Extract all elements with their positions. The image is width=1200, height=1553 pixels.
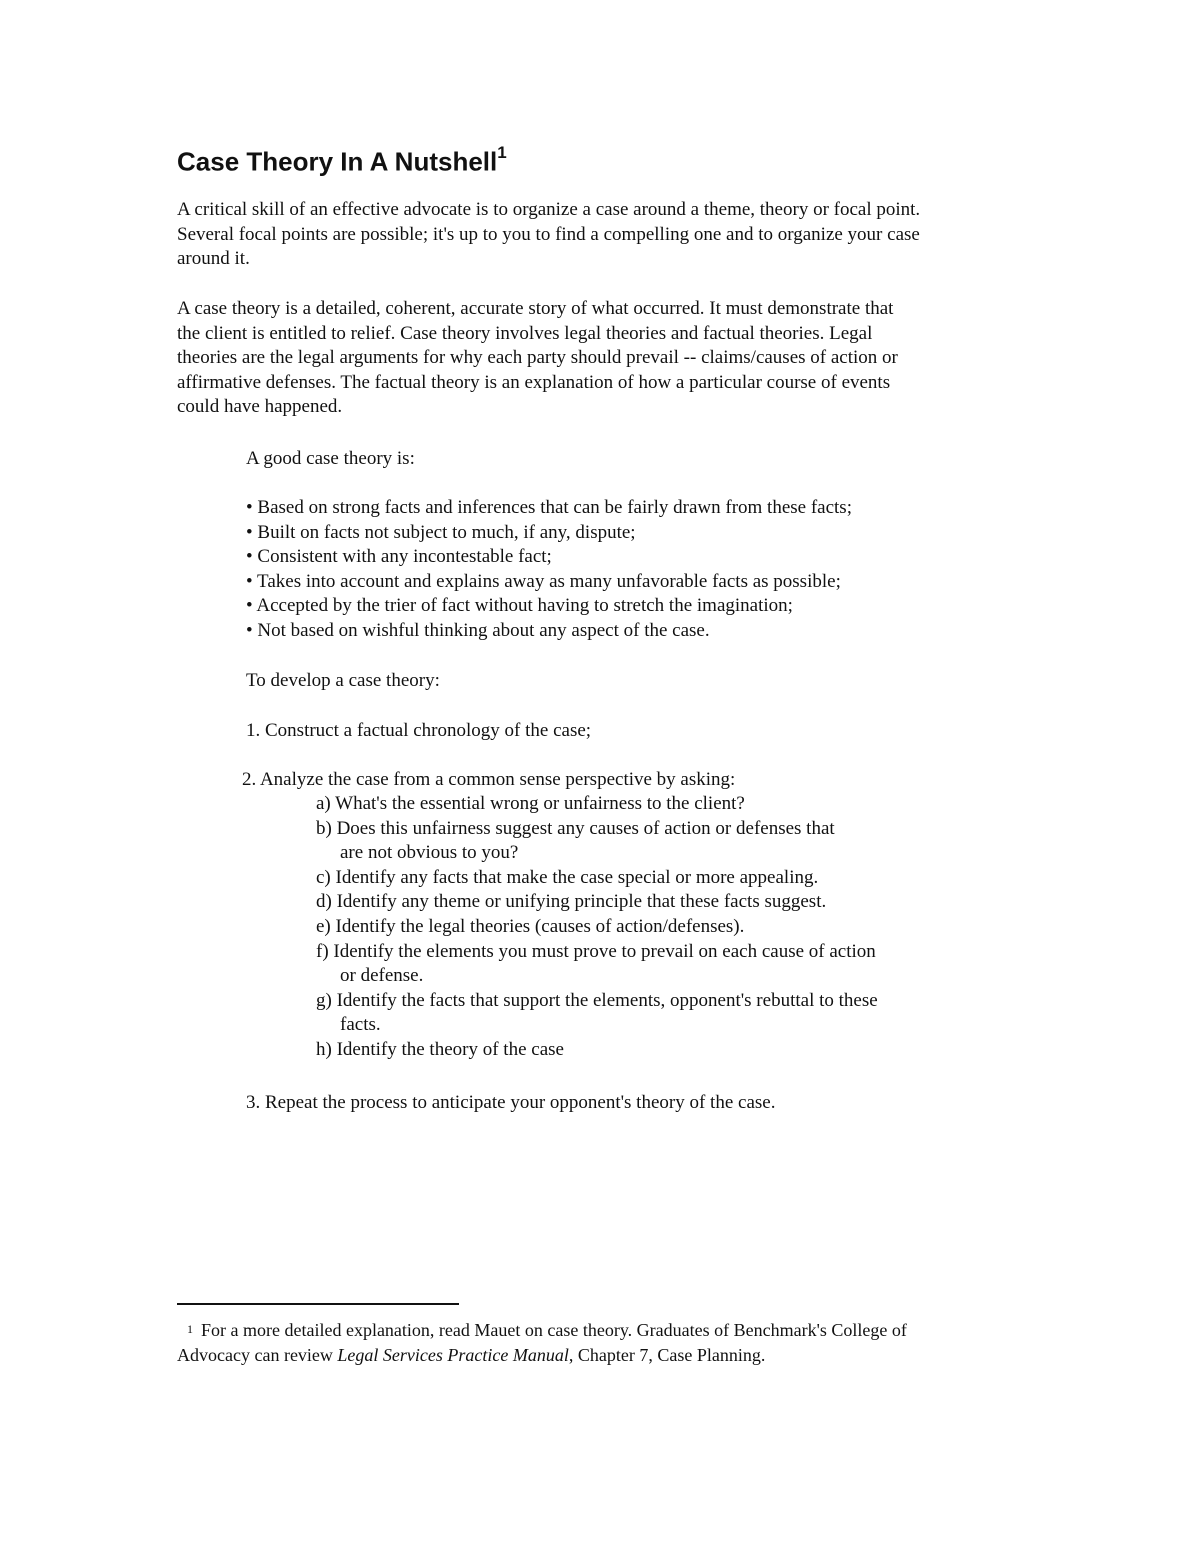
list-item-continuation: are not obvious to you? bbox=[340, 842, 519, 864]
footnote-line-1 bbox=[177, 1317, 1057, 1343]
definition-line: theories are the legal arguments for why each party should prevail -- claims/causes of action or bbox=[177, 347, 898, 369]
footnote-mark: 1 bbox=[187, 1322, 193, 1336]
list-item: h) Identify the theory of the case bbox=[316, 1038, 564, 1060]
list-item: • Takes into account and explains away as many unfavorable facts as possible; bbox=[246, 570, 841, 592]
list-item: b) Does this unfairness suggest any causes of action or defenses that bbox=[316, 817, 835, 839]
page-title bbox=[177, 138, 507, 180]
good-theory-heading: A good case theory is: bbox=[246, 448, 415, 469]
footnote-line-2 bbox=[177, 1343, 1057, 1368]
list-item: c) Identify any facts that make the case special or more appealing. bbox=[316, 866, 819, 888]
list-item: • Not based on wishful thinking about any aspect of the case. bbox=[246, 619, 710, 641]
footnote-text-2b: , Chapter 7, Case Planning. bbox=[568, 1345, 766, 1365]
footnote-separator bbox=[177, 1303, 459, 1305]
list-item: d) Identify any theme or unifying principle that these facts suggest. bbox=[316, 891, 827, 913]
list-item: g) Identify the facts that support the elements, opponent's rebuttal to these bbox=[316, 989, 878, 1011]
develop-heading: To develop a case theory: bbox=[246, 670, 440, 691]
list-item: • Based on strong facts and inferences that can be fairly drawn from these facts; bbox=[246, 497, 852, 518]
list-item: a) What's the essential wrong or unfairness to the client? bbox=[316, 793, 745, 814]
definition-line: affirmative defenses. The factual theory is an explanation of how a particular course of events bbox=[177, 371, 891, 393]
definition-line: could have happened. bbox=[177, 396, 343, 418]
intro-paragraph bbox=[177, 198, 1057, 272]
footnote-text-1: For a more detailed explanation, read Mauet on case theory. Graduates of Benchmark's College of bbox=[201, 1320, 907, 1340]
step-2: 2. Analyze the case from a common sense perspective by asking: bbox=[242, 769, 736, 790]
footnote bbox=[177, 1317, 1057, 1368]
definition-line: the client is entitled to relief. Case theory involves legal theories and factual theories. Legal bbox=[177, 322, 873, 344]
title-footnote-ref[interactable]: 1 bbox=[497, 143, 507, 162]
footnote-book-title: Legal Services Practice Manual bbox=[337, 1345, 569, 1365]
list-item-continuation: facts. bbox=[340, 1014, 381, 1036]
definition-line: A case theory is a detailed, coherent, accurate story of what occurred. It must demonstrate that bbox=[177, 298, 894, 319]
footnote-text-2a: Advocacy can review bbox=[177, 1345, 338, 1365]
intro-line: A critical skill of an effective advocate is to organize a case around a theme, theory or focal point. bbox=[177, 199, 921, 220]
list-item: e) Identify the legal theories (causes of action/defenses). bbox=[316, 915, 745, 937]
intro-line: Several focal points are possible; it's up to you to find a compelling one and to organize your case bbox=[177, 223, 920, 245]
title-text: Case Theory In A Nutshell bbox=[177, 146, 498, 177]
step-1: 1. Construct a factual chronology of the case; bbox=[246, 720, 592, 741]
list-item: f) Identify the elements you must prove to prevail on each cause of action bbox=[316, 940, 876, 962]
step-2-sublist bbox=[316, 792, 878, 1063]
good-theory-list bbox=[246, 496, 852, 644]
definition-paragraph bbox=[177, 297, 1057, 420]
list-item: • Consistent with any incontestable fact; bbox=[246, 546, 552, 568]
list-item-continuation: or defense. bbox=[340, 965, 424, 987]
list-item: • Built on facts not subject to much, if any, dispute; bbox=[246, 521, 636, 543]
step-3: 3. Repeat the process to anticipate your opponent's theory of the case. bbox=[246, 1092, 776, 1113]
list-item: • Accepted by the trier of fact without having to stretch the imagination; bbox=[246, 595, 793, 617]
intro-line: around it. bbox=[177, 248, 250, 270]
